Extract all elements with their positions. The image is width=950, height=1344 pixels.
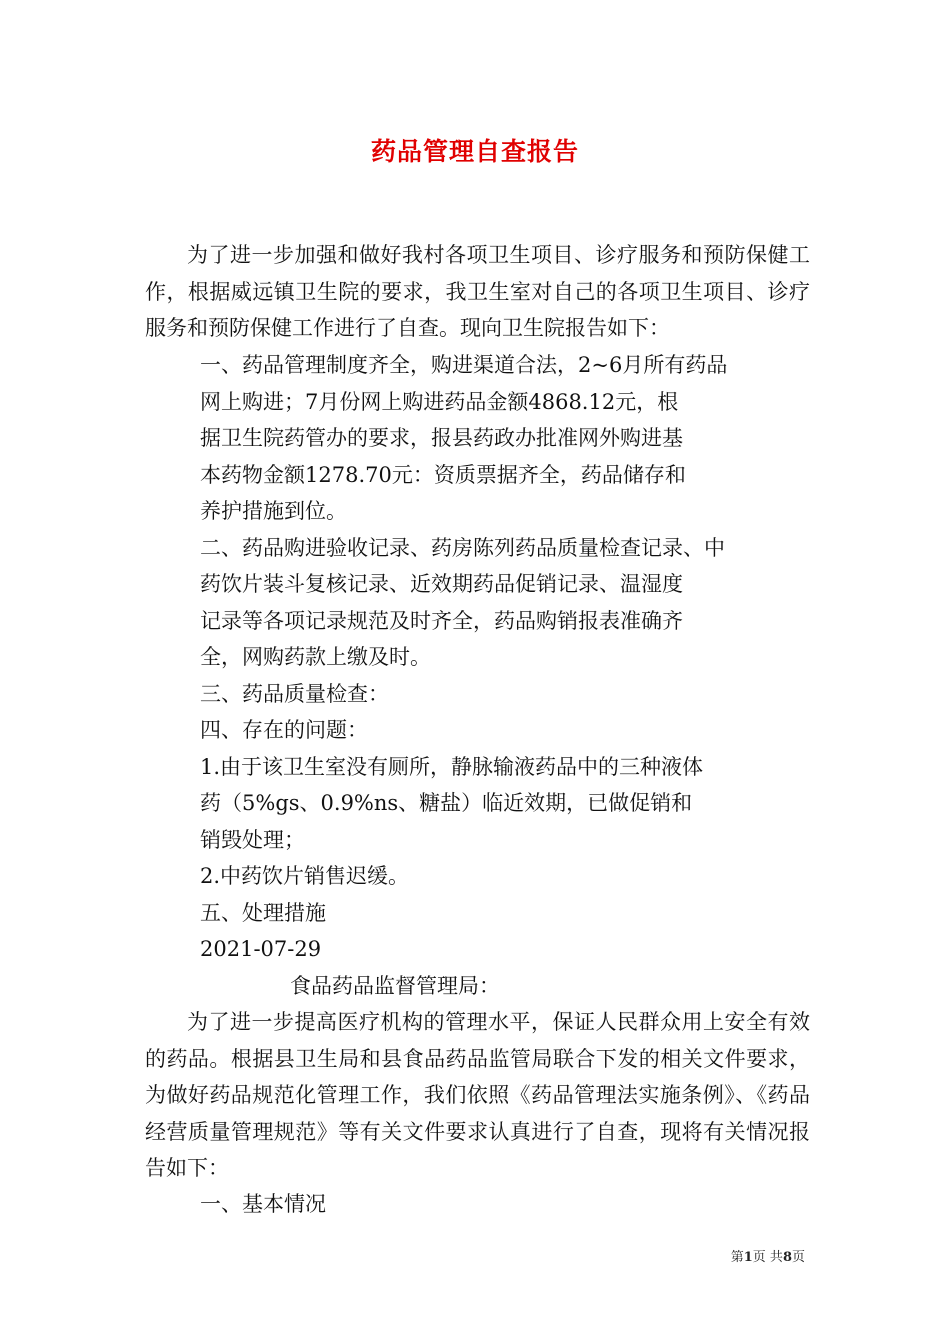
section-line: 二、药品购进验收记录、药房陈列药品质量检查记录、中: [200, 535, 725, 560]
section-line: 记录等各项记录规范及时齐全，药品购销报表准确齐: [200, 608, 683, 633]
section-line: 销毁处理；: [200, 827, 305, 852]
footer-current-page: 1: [743, 1250, 753, 1265]
intro-paragraph-text: 为了进一步加强和做好我村各项卫生项目、诊疗服务和预防保健工作，根据威远镇卫生院的要求，我卫生室对自己的各项卫生项目、诊疗服务和预防保健工作进行了自查。现向卫生院报告如下：: [145, 243, 810, 340]
intro-paragraph: [145, 237, 810, 347]
second-paragraph: [145, 1004, 810, 1187]
footer-middle: 页 共: [752, 1250, 783, 1265]
date-line: 2021-07-29: [200, 937, 322, 961]
second-paragraph-text: 为了进一步提高医疗机构的管理水平，保证人民群众用上安全有效的药品。根据县卫生局和县食品药品监管局联合下发的相关文件要求，为做好药品规范化管理工作，我们依照《药品管理法实施条例》、《药品经营质量管理规范》等有关文件要求认真进行了自查，现将有关情况报告如下：: [145, 1010, 810, 1180]
salutation: 食品药品监督管理局：: [290, 974, 500, 998]
section-list: [200, 347, 727, 968]
footer-suffix: 页: [791, 1250, 805, 1265]
section-line: 药饮片装斗复核记录、近效期药品促销记录、温湿度: [200, 572, 683, 596]
section-line: 四、存在的问题：: [200, 718, 368, 742]
footer-total-pages: 8: [782, 1250, 792, 1265]
section-line: 全，网购药款上缴及时。: [200, 645, 431, 669]
document-title: 药品管理自查报告: [370, 137, 579, 166]
section-line: 三、药品质量检查：: [200, 681, 389, 706]
section-line: 养护措施到位。: [200, 499, 347, 523]
section-line: 1.由于该卫生室没有厕所，静脉输液药品中的三种液体: [200, 754, 704, 779]
section-line: 药（5%gs、0.9%ns、糖盐）临近效期，已做促销和: [200, 791, 693, 815]
page-footer: [731, 1246, 805, 1265]
section-line: 本药物金额1278.70元：资质票据齐全，药品储存和: [200, 462, 686, 487]
section-line: 网上购进；7月份网上购进药品金额4868.12元，根: [200, 389, 679, 414]
section-line: 五、处理措施: [200, 900, 326, 925]
section-line: 据卫生院药管办的要求，报县药政办批准网外购进基: [200, 426, 683, 450]
footer-prefix: 第: [730, 1250, 744, 1265]
section-line: 2.中药饮片销售迟缓。: [200, 864, 410, 888]
section-line: 一、药品管理制度齐全，购进渠道合法，2~6月所有药品: [200, 353, 728, 377]
section-heading-basic: 一、基本情况: [200, 1192, 326, 1216]
